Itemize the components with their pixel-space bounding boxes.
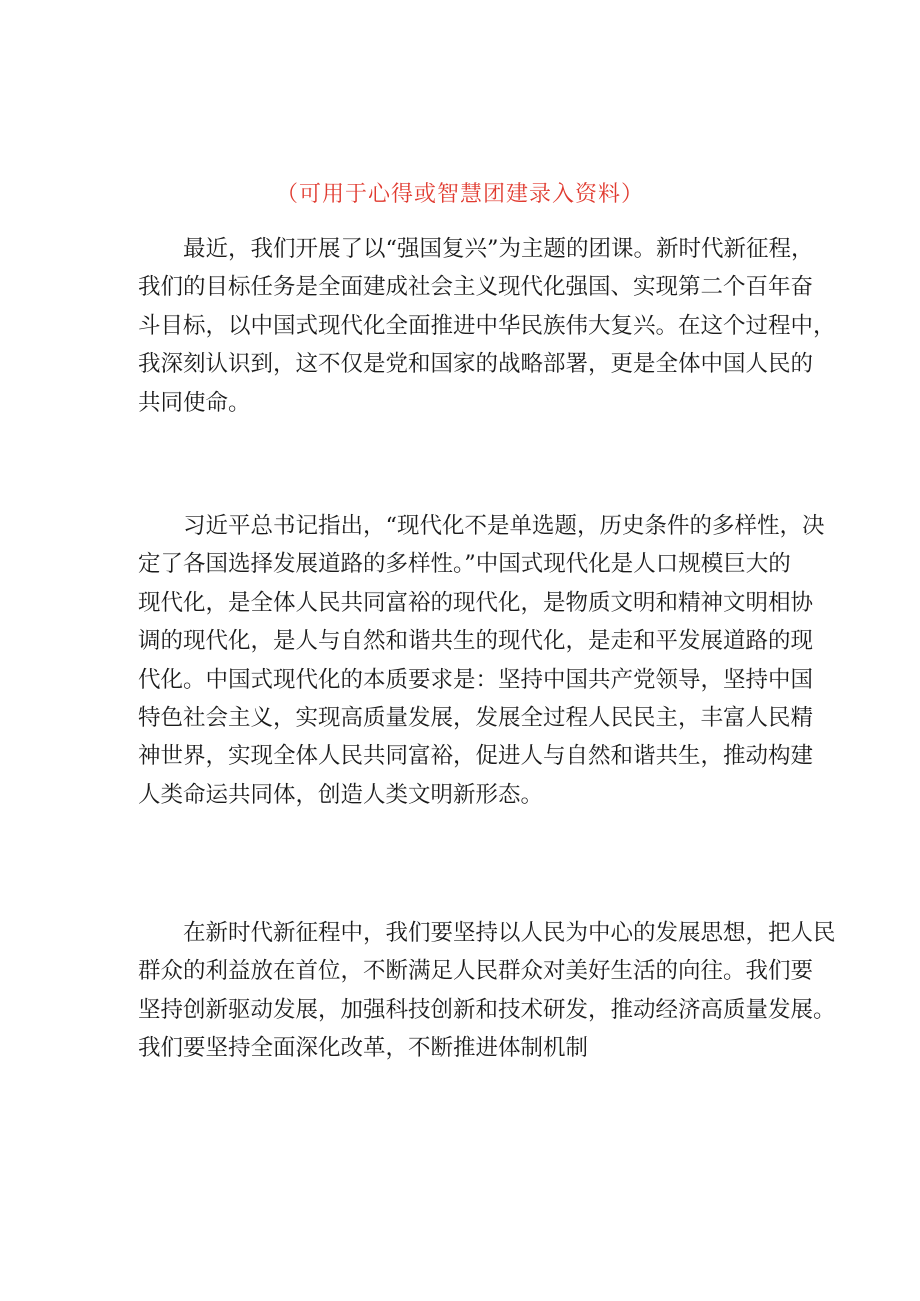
paragraph-line: 共同使命。	[138, 389, 251, 416]
paragraph-line: 斗目标，以中国式现代化全面推进中华民族伟大复兴。在这个过程中，	[138, 312, 836, 339]
paragraph-1	[138, 230, 836, 422]
paragraph-line: 我们的目标任务是全面建成社会主义现代化强国、实现第二个百年奋	[138, 274, 814, 301]
paragraph-line: 在新时代新征程中，我们要坚持以人民为中心的发展思想，把人民	[138, 920, 836, 946]
paragraph-3	[138, 914, 836, 1068]
paragraph-line: 我们要坚持全面深化改革，不断推进体制机制	[138, 1035, 589, 1062]
paragraph-line: 我深刻认识到，这不仅是党和国家的战略部署，更是全体中国人民的	[138, 351, 814, 378]
paragraph-line: 人类命运共同体，创造人类文明新形态。	[138, 781, 544, 808]
paragraph-line: 习近平总书记指出，“现代化不是单选题，历史条件的多样性，决	[138, 513, 825, 539]
paragraph-line: 定了各国选择发展道路的多样性。”中国式现代化是人口规模巨大的	[138, 551, 791, 578]
paragraph-line: 群众的利益放在首位，不断满足人民群众对美好生活的向往。我们要	[138, 958, 814, 985]
paragraph-line: 现代化，是全体人民共同富裕的现代化，是物质文明和精神文明相协	[138, 589, 814, 616]
paragraph-2	[138, 507, 825, 814]
paragraph-line: 神世界，实现全体人民共同富裕，促进人与自然和谐共生，推动构建	[138, 743, 814, 770]
paragraph-line: 最近，我们开展了以“强国复兴”为主题的团课。新时代新征程，	[138, 236, 814, 262]
paragraph-line: 特色社会主义，实现高质量发展，发展全过程人民民主，丰富人民精	[138, 704, 814, 731]
paragraph-line: 调的现代化，是人与自然和谐共生的现代化，是走和平发展道路的现	[138, 628, 814, 655]
paragraph-line: 坚持创新驱动发展，加强科技创新和技术研发，推动经济高质量发展。	[138, 996, 836, 1023]
document-subtitle: （可用于心得或智慧团建录入资料）	[275, 182, 644, 207]
paragraph-line: 代化。中国式现代化的本质要求是：坚持中国共产党领导，坚持中国	[138, 666, 814, 693]
